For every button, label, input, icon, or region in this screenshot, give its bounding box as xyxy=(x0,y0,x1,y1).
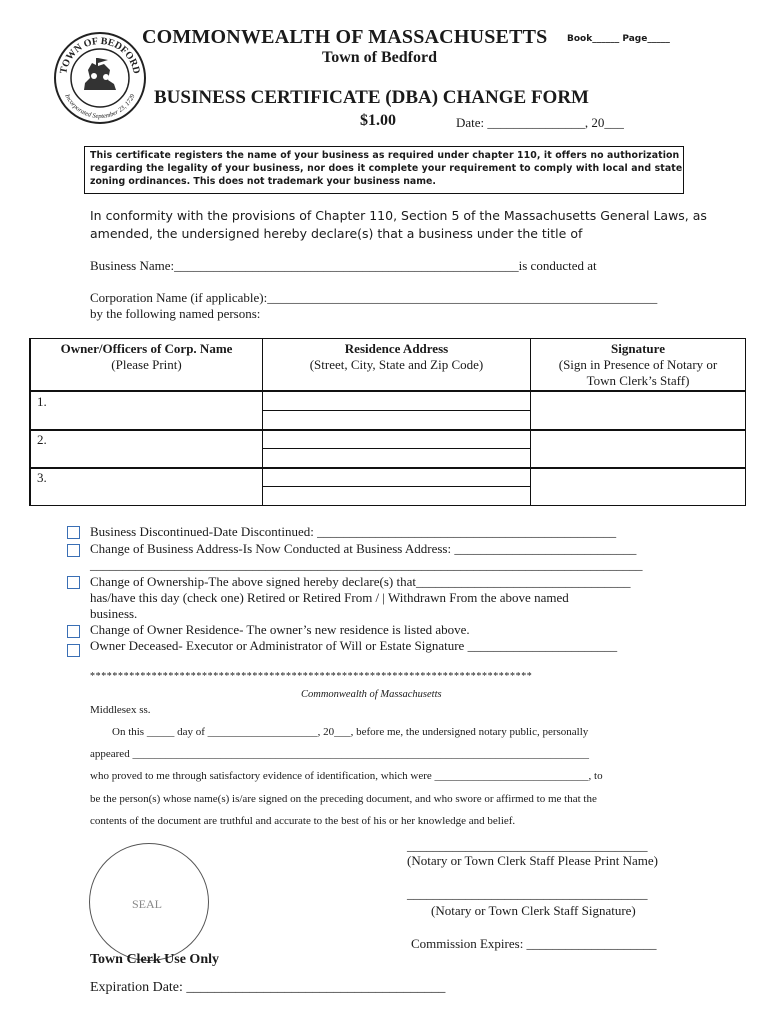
form-title: BUSINESS CERTIFICATE (DBA) CHANGE FORM xyxy=(154,87,589,108)
notary-line-2[interactable]: appeared ___________________________________________________________________________________ xyxy=(90,748,589,760)
ownership-change-checkbox[interactable] xyxy=(67,576,80,589)
clerk-use-title: Town Clerk Use Only xyxy=(90,952,220,967)
commission-expires-field[interactable]: Commission Expires: ____________________ xyxy=(411,936,657,951)
intro-line-1: In conformity with the provisions of Chapter 110, Section 5 of the Massachusetts General Laws, as xyxy=(90,208,707,223)
table-row[interactable]: 3. xyxy=(37,470,47,485)
ownership-change-line-2: has/have this day (check one) Retired or Retired From / | Withdrawn From the above named xyxy=(90,590,569,605)
town-name: Town of Bedford xyxy=(322,49,437,66)
intro-line-2: amended, the undersigned hereby declare(s) that a business under the title of xyxy=(90,226,583,241)
notary-line-3: who proved to me through satisfactory evidence of identification, which were ____________________________, to xyxy=(90,770,603,782)
separator-stars: ******************************************************************************* xyxy=(90,671,533,682)
col-address-header: Residence Address xyxy=(344,341,449,356)
col-signature-subheader-2: Town Clerk’s Staff) xyxy=(586,373,690,388)
notice-line-2: regarding the legality of your business, nor does it complete your requirement to comply with local and state xyxy=(90,163,683,174)
address-change-checkbox[interactable] xyxy=(67,544,80,557)
table-row[interactable]: 2. xyxy=(37,432,47,447)
owner-deceased-checkbox[interactable] xyxy=(67,644,80,657)
print-name-label: (Notary or Town Clerk Staff Please Print Name) xyxy=(407,853,658,868)
print-name-line[interactable]: _____________________________________ xyxy=(407,838,648,853)
commonwealth-title: COMMONWEALTH OF MASSACHUSETTS xyxy=(142,26,548,48)
expiration-date-field[interactable]: Expiration Date: _____________________________________ xyxy=(90,980,446,995)
fee-amount: $1.00 xyxy=(360,112,396,129)
following-persons-label: by the following named persons: xyxy=(90,306,261,321)
notice-line-1: This certificate registers the name of your business as required under chapter 110, it offers no authorization xyxy=(90,150,680,161)
seal-ring-bottom: Incorporated September 23, 1729 xyxy=(63,93,137,121)
col-signature-header: Signature xyxy=(611,341,665,356)
book-page-field: Book______ Page_____ xyxy=(567,34,670,44)
residence-change-checkbox[interactable] xyxy=(67,625,80,638)
discontinued-checkbox[interactable] xyxy=(67,526,80,539)
col-signature-subheader: (Sign in Presence of Notary or xyxy=(558,357,718,372)
address-change-label: Change of Business Address-Is Now Conducted at Business Address: ____________________________ xyxy=(90,541,637,556)
notary-commonwealth: Commonwealth of Massachusetts xyxy=(301,689,442,700)
signature-line[interactable]: _____________________________________ xyxy=(407,886,648,901)
col-owner-header: Owner/Officers of Corp. Name xyxy=(60,341,233,356)
notary-county: Middlesex ss. xyxy=(90,704,151,716)
town-seal-icon xyxy=(52,30,148,126)
seal-ring-top: TOWN OF BEDFORD xyxy=(58,35,142,75)
discontinued-label: Business Discontinued-Date Discontinued: ______________________________________________ xyxy=(90,524,617,539)
col-address-subheader: (Street, City, State and Zip Code) xyxy=(309,357,484,372)
business-name-field[interactable]: Business Name:_____________________________________________________is conducted at xyxy=(90,258,597,273)
ownership-change-label: Change of Ownership-The above signed hereby declare(s) that_________________________________ xyxy=(90,574,631,589)
owner-deceased-label: Owner Deceased- Executor or Administrator of Will or Estate Signature _______________________ xyxy=(90,638,618,653)
table-row[interactable]: 1. xyxy=(37,394,47,409)
residence-change-label: Change of Owner Residence- The owner’s new residence is listed above. xyxy=(90,622,470,637)
notary-line-4: be the person(s) whose name(s) is/are signed on the preceding document, and who swore or affirmed to me that the xyxy=(90,793,597,805)
corporation-name-field[interactable]: Corporation Name (if applicable):____________________________________________________________ xyxy=(90,290,658,305)
date-field: Date: _______________, 20___ xyxy=(456,115,624,130)
col-owner-subheader: (Please Print) xyxy=(111,357,182,372)
signature-label: (Notary or Town Clerk Staff Signature) xyxy=(431,903,636,918)
notice-line-3: zoning ordinances. This does not trademark your business name. xyxy=(90,176,436,187)
notary-line-5: contents of the document are truthful and accurate to the best of his or her knowledge and belief. xyxy=(90,815,516,827)
ownership-change-line-3: business. xyxy=(90,606,138,621)
seal-label: SEAL xyxy=(132,897,162,911)
address-change-line-2[interactable]: _____________________________________________________________________________________ xyxy=(90,557,643,572)
notary-line-1: On this _____ day of ____________________, 20___, before me, the undersigned notary public, personally xyxy=(112,726,589,738)
